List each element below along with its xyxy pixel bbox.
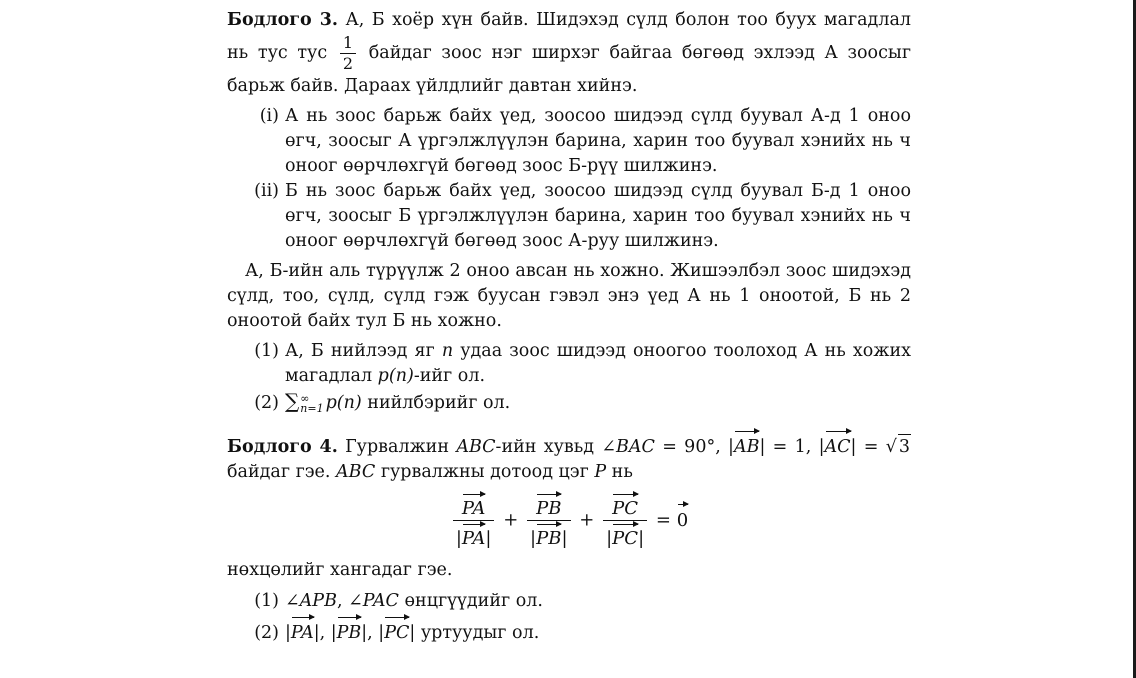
problem-3-q2-text: [285, 389, 911, 416]
fraction-pa: [453, 491, 495, 550]
problem-3-q1-text: [285, 339, 911, 389]
q1-text-b: удаа зоос шидээд оноогоо тоолоход А нь хожих магадлал: [285, 341, 911, 386]
abs-bar: |: [285, 623, 291, 643]
p4-text-5: | =: [850, 437, 879, 457]
p4-text-2: -ийн хувьд: [495, 437, 602, 457]
p4-text-3: = 90°, |: [654, 437, 734, 457]
sqrt-symbol: √: [885, 437, 897, 457]
q1-text: өнцгүүдийг ол.: [398, 591, 543, 611]
abs-bar: |: [638, 528, 645, 549]
plus-sign: +: [579, 509, 595, 531]
sum-term: p(n): [325, 393, 362, 413]
section-gap: [227, 416, 911, 428]
problem-4-question-2: [227, 614, 911, 646]
zero-vector: 0: [677, 501, 688, 533]
rule-ii: [227, 179, 911, 254]
var-n: n: [441, 341, 454, 361]
fraction-pc: [603, 491, 647, 550]
problem-3-question-2: [227, 389, 911, 416]
point-p: P: [594, 462, 607, 482]
vector-pb-den: PB: [536, 521, 561, 550]
vector-pb: PB: [337, 614, 362, 646]
problem-3-question-1: [227, 339, 911, 389]
equals-sign: =: [655, 509, 671, 531]
sum-symbol: ∑: [285, 389, 300, 413]
comma: ,: [336, 591, 349, 611]
problem-3-intro-text-b: байдаг зоос нэг ширхэг байгаа бөгөөд эхлээд А зоосыг барьж байв. Дараах үйлдлийг давтан хийнэ.: [227, 43, 911, 96]
rule-ii-text: Б нь зоос барьж байх үед, зоосоо шидээд сүлд буувал Б-д 1 оноо өгч, зоосыг Б үргэлжлүүлэн барина, харин тоо буувал хэнийх нь ч оноог өөрчлөхгүй бөгөөд зоос А-руу шилжинэ.: [285, 181, 911, 251]
problem-3-intro-text-a: А, Б хоёр хүн байв. Шидэхэд сүлд болон тоо буух магадлал нь тус тус: [227, 10, 912, 63]
problem-4-condition: нөхцөлийг хангадаг гэе.: [227, 560, 453, 580]
rule-i: [227, 104, 911, 179]
angle-pac: ∠PAC: [348, 591, 399, 611]
p4-text-8: нь: [606, 462, 633, 482]
sum-lower-limit: n=1: [300, 401, 324, 415]
vector-pb-num: PB: [536, 491, 561, 520]
problem-3-title: Бодлого 3.: [227, 10, 338, 30]
vector-pc-den: PC: [612, 521, 638, 550]
vector-pa-den: PA: [462, 521, 485, 550]
rule-i-text: А нь зоос барьж байх үед, зоосоо шидээд сүлд буувал А-д 1 оноо өгч, зоосыг А үргэлжлүүлэн барина, харин тоо буувал хэнийх нь ч оноог өөрчлөхгүй бөгөөд зоос Б-рүү шилжинэ.: [285, 106, 911, 176]
sum-limits: [300, 391, 324, 415]
problem-4-question-1: [227, 589, 911, 614]
p4-text-4: | = 1, |: [759, 437, 825, 457]
fraction-pb: [527, 491, 571, 550]
problem-4-title: Бодлого 4.: [227, 437, 338, 457]
abs-bar: |: [561, 528, 568, 549]
q2-text: | уртуудыг ол.: [409, 623, 540, 643]
vector-pc-num: PC: [612, 491, 638, 520]
fraction-one-half: [340, 33, 356, 74]
q1-text-c: -ийг ол.: [413, 366, 486, 386]
rule-ii-label: (ii): [254, 181, 279, 201]
problem-3-q1-label: (1): [254, 341, 279, 361]
triangle-abc: ABC: [456, 437, 496, 457]
p4-text-7: гурвалжны дотоод цэг: [375, 462, 595, 482]
problem-3-example: А, Б-ийн аль түрүүлж 2 оноо авсан нь хожно. Жишээлбэл зоос шидэхэд сүлд, тоо, сүлд, сүлд гэж буусан гэвэл энэ үед А нь 1 оноотой, Б нь 2 оноотой байх тул Б нь хожно.: [227, 261, 911, 331]
abs-bar: |: [455, 528, 462, 549]
separator: |, |: [361, 623, 385, 643]
document-page: [227, 8, 911, 646]
p-of-n: p(n): [377, 366, 414, 386]
problem-3-intro: [227, 8, 911, 99]
plus-sign: +: [503, 509, 519, 531]
p4-text-1: Гурвалжин: [337, 437, 457, 457]
q1-text-a: А, Б нийлээд яг: [285, 341, 435, 361]
sqrt-value: 3: [898, 434, 911, 460]
vector-pc: PC: [384, 614, 409, 646]
fraction-numerator: 1: [342, 33, 354, 52]
problem-3-q2-label: (2): [254, 393, 279, 413]
vector-equation: [227, 491, 911, 550]
abs-bar: |: [485, 528, 492, 549]
angle-bac: ∠BAC: [601, 437, 655, 457]
problem-4-q2-text: [285, 614, 911, 646]
problem-4-q1-label: (1): [254, 591, 279, 611]
p4-text-6: байдаг гэе.: [227, 462, 337, 482]
fraction-denominator: 2: [340, 53, 356, 74]
triangle-abc-2: ABC: [336, 462, 376, 482]
q2-text: нийлбэрийг ол.: [361, 393, 511, 413]
abs-bar: |: [530, 528, 537, 549]
angle-apb: ∠APB: [285, 591, 337, 611]
vector-pa-num: PA: [462, 491, 485, 520]
problem-4-q1-text: [285, 589, 911, 614]
vector-ac: AC: [825, 428, 851, 460]
vector-ab: AB: [734, 428, 760, 460]
problem-4-intro: [227, 428, 911, 485]
abs-bar: |: [606, 528, 613, 549]
sum-upper-limit: ∞: [300, 391, 310, 405]
separator: |, |: [313, 623, 337, 643]
vector-pa: PA: [291, 614, 314, 646]
rule-i-label: (i): [259, 106, 279, 126]
problem-4-q2-label: (2): [254, 623, 279, 643]
